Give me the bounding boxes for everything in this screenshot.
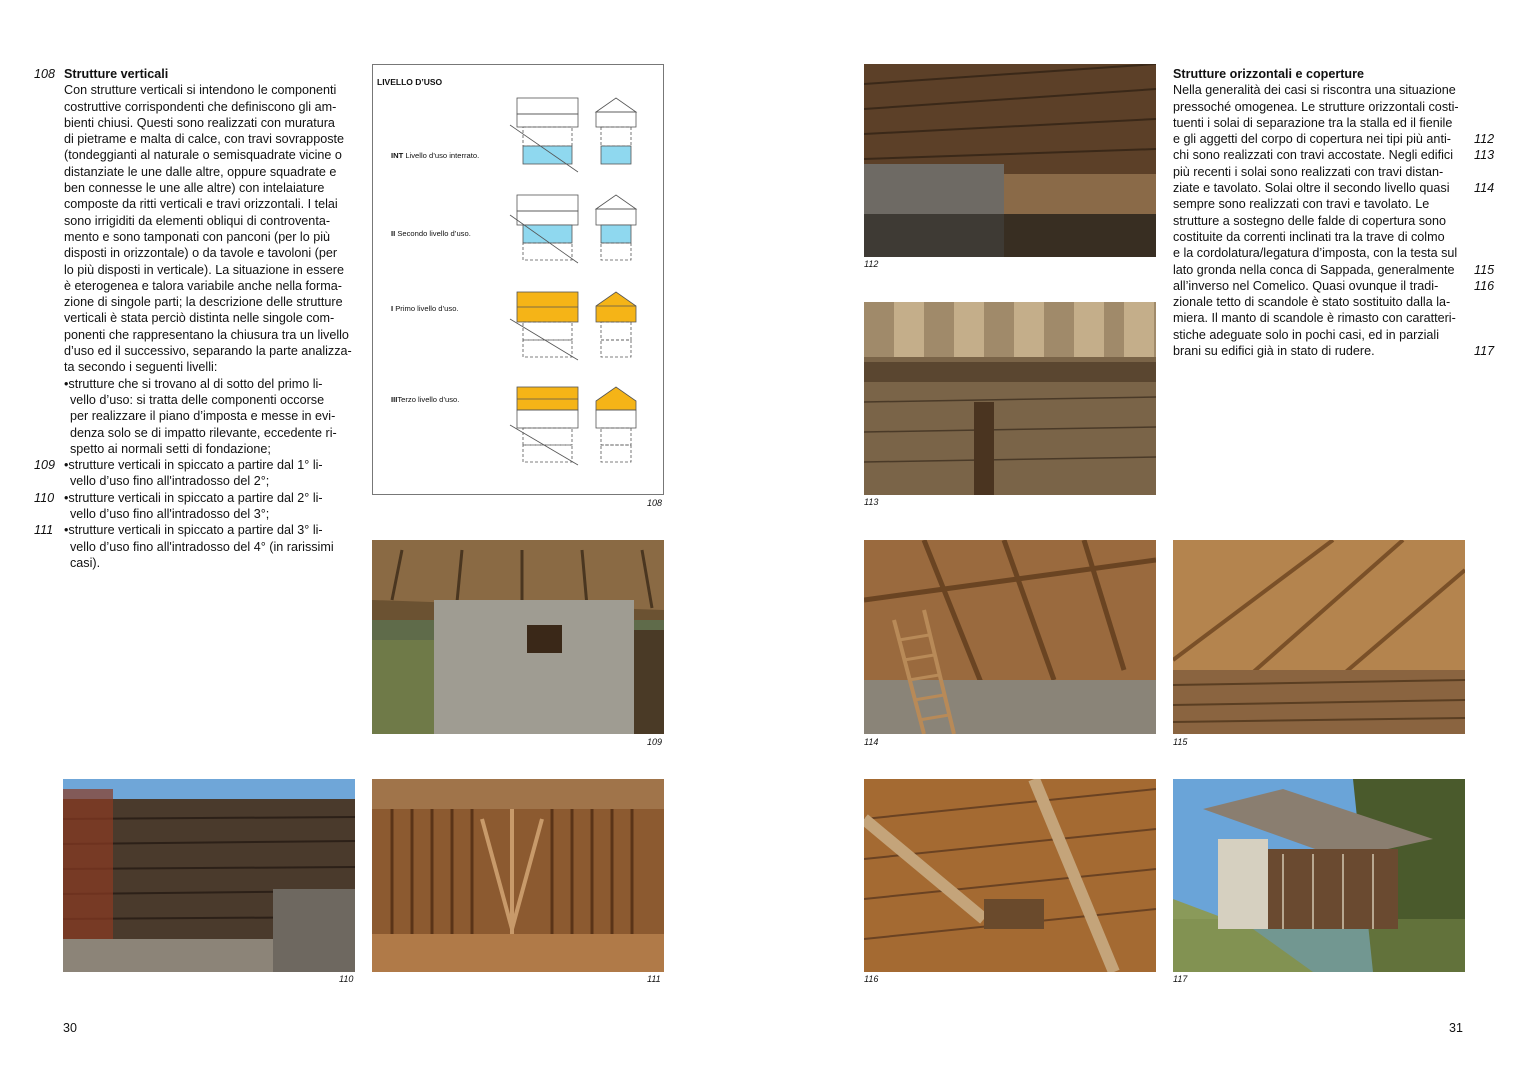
page-number-left: 30 — [63, 1021, 77, 1035]
photo-109 — [372, 540, 664, 734]
caption-111: 111 — [647, 974, 661, 984]
figure-ref: 111 — [34, 523, 54, 538]
text-line: zionale tetto di scandole è stato sostituito dalla la- — [1173, 295, 1451, 310]
left-heading: Strutture verticali — [64, 67, 169, 81]
text-line: spetto ai normali setti di fondazione; — [70, 441, 271, 456]
left-paragraph — [64, 82, 362, 375]
photo-112 — [864, 64, 1156, 257]
text-line: sono irrigiditi da elementi obliqui di controventa- — [64, 213, 331, 228]
text-line: •strutture verticali in spiccato a partire dal 2° li- — [64, 490, 323, 505]
level-label-i: I Primo livello d’uso. — [391, 304, 459, 313]
text-line: miera. Il manto di scandole è rimasto con caratteri- — [1173, 311, 1456, 326]
text-line: pressoché omogenea. Le strutture orizzontali costi- — [1173, 99, 1459, 114]
text-line: vello d’uso fino all'intradosso del 4° (in rarissimi — [70, 539, 334, 554]
text-line: vello d’uso fino all'intradosso del 3°; — [70, 507, 270, 522]
level-label-ii: II Secondo livello d’uso. — [391, 229, 471, 238]
diagram-i-elevation — [596, 292, 636, 357]
text-line: disposti in orizzontale) o da tavole e tavoloni (per — [64, 246, 338, 261]
photo-115 — [1173, 540, 1465, 734]
bullet-item — [34, 457, 364, 490]
text-line: casi). — [70, 555, 101, 570]
figure-ref: 114 — [1474, 181, 1495, 196]
text-line: ponenti che rappresentano la chiusura tra un livello — [64, 327, 349, 342]
right-paragraph — [1173, 82, 1498, 359]
caption-113: 113 — [864, 497, 879, 507]
text-line: all’inverso nel Comelico. Quasi ovunque il tradi- 116 — [1173, 278, 1495, 293]
text-line: lato gronda nella conca di Sappada, generalmente 115 — [1173, 262, 1495, 277]
photo-111 — [372, 779, 664, 972]
text-line: vello d’uso fino all'intradosso del 2°; — [70, 474, 270, 489]
text-line: tuenti i solai di separazione tra la stalla ed il fienile — [1173, 115, 1453, 130]
text-line: •strutture verticali in spiccato a partire dal 3° li- — [64, 523, 323, 538]
photo-110 — [63, 779, 355, 972]
text-line: ziate e tavolato. Solai oltre il secondo livello quasi 114 — [1173, 181, 1495, 196]
caption-117: 117 — [1173, 974, 1188, 984]
levels-diagram — [372, 64, 664, 495]
photo-113 — [864, 302, 1156, 495]
level-label-iii: IIITerzo livello d’uso. — [391, 395, 460, 404]
bullet-item — [34, 490, 364, 523]
text-line: Nella generalità dei casi si riscontra una situazione — [1173, 83, 1456, 98]
figure-ref: 112 — [1474, 132, 1495, 147]
text-line: brani su edifici già in stato di rudere. 117 — [1173, 344, 1495, 359]
bullet-item — [34, 522, 364, 571]
text-line: più recenti i solai sono realizzati con travi distan- — [1173, 164, 1444, 179]
text-line: costituite da correnti inclinati tra la trave di colmo — [1173, 229, 1445, 244]
diagram-ii-elevation — [596, 195, 636, 260]
diagram-ii-section — [510, 195, 578, 263]
text-line: •strutture che si trovano al di sotto del primo li- — [64, 376, 323, 391]
text-line: Con strutture verticali si intendono le componenti — [64, 83, 337, 98]
photo-114 — [864, 540, 1156, 734]
photo-116 — [864, 779, 1156, 972]
text-line: denza solo se di impatto rilevante, eccedente ri- — [70, 425, 337, 440]
figure-ref: 115 — [1474, 262, 1495, 277]
text-line: d’uso ed il successivo, separando la parte analizza- — [64, 344, 352, 359]
text-line: bienti chiusi. Questi sono realizzati con muratura — [64, 115, 335, 130]
diagram-drawing — [373, 65, 665, 496]
text-line: strutture a sostegno delle falde di copertura sono — [1173, 213, 1447, 228]
text-line: e gli aggetti del corpo di copertura nei tipi più anti- 112 — [1173, 132, 1495, 147]
diagram-iii-elevation — [596, 387, 636, 462]
figure-ref: 117 — [1474, 344, 1495, 359]
text-line: per realizzare il piano d’imposta e messe in evi- — [70, 409, 336, 424]
text-line: sempre sono realizzati con travi e tavolato. Le — [1173, 197, 1430, 212]
caption-114: 114 — [864, 737, 879, 747]
text-line: lo più disposti in verticale). La situazione in essere — [64, 262, 345, 277]
text-line: ben connesse le une alle altre) con intelaiature — [64, 181, 325, 196]
diagram-i-section — [510, 292, 578, 360]
text-line: ta secondo i seguenti livelli: — [64, 360, 218, 375]
caption-110: 110 — [339, 974, 354, 984]
diagram-iii-section — [510, 387, 578, 465]
caption-116: 116 — [864, 974, 879, 984]
text-line: verticali è stata perciò distinta nelle singole com- — [64, 311, 335, 326]
photo-117 — [1173, 779, 1465, 972]
text-line: (tondeggianti al naturale o semisquadrate vicine o — [64, 148, 342, 163]
caption-115: 115 — [1173, 737, 1188, 747]
text-line: zione di singole parti; la descrizione delle strutture — [64, 295, 343, 310]
caption-108: 108 — [647, 498, 663, 508]
text-line: chi sono realizzati con travi accostate. Negli edifici 113 — [1173, 148, 1495, 163]
text-line: vello d’uso: si tratta delle componenti occorse — [70, 392, 325, 407]
text-line: di pietrame e malta di calce, con travi sovrapposte — [64, 132, 344, 147]
text-line: distanziate le une dalle altre, oppure squadrate e — [64, 164, 337, 179]
figure-ref: 113 — [1474, 148, 1495, 163]
text-line: e la cordolatura/legatura d’imposta, con la testa sul — [1173, 246, 1458, 261]
text-line: composte da ritti verticali e travi orizzontali. I telai — [64, 197, 338, 212]
left-section-number: 108 — [34, 67, 56, 81]
figure-ref: 116 — [1474, 278, 1495, 293]
bullet-list — [34, 376, 364, 572]
figure-ref: 109 — [34, 458, 56, 473]
text-line: stiche adeguate solo in pochi casi, ed in parziali — [1173, 327, 1440, 342]
diagram-title: LIVELLO D’USO — [377, 77, 443, 87]
caption-112: 112 — [864, 259, 879, 269]
text-line: costruttive corrispondenti che definiscono gli am- — [64, 99, 337, 114]
right-heading: Strutture orizzontali e coperture — [1173, 67, 1365, 81]
diagram-int-section — [510, 98, 578, 172]
figure-ref: 110 — [34, 490, 55, 505]
text-line: è eterogenea e talora variabile anche nella forma- — [64, 278, 342, 293]
bullet-item — [34, 376, 364, 457]
text-line: mento e sono tamponati con panconi (per lo più — [64, 229, 331, 244]
level-label-int: INT Livello d’uso interrato. — [391, 151, 480, 160]
text-line: •strutture verticali in spiccato a partire dal 1° li- — [64, 458, 323, 473]
page-number-right: 31 — [1449, 1021, 1463, 1035]
diagram-int-elevation — [596, 98, 636, 164]
caption-109: 109 — [647, 737, 663, 747]
